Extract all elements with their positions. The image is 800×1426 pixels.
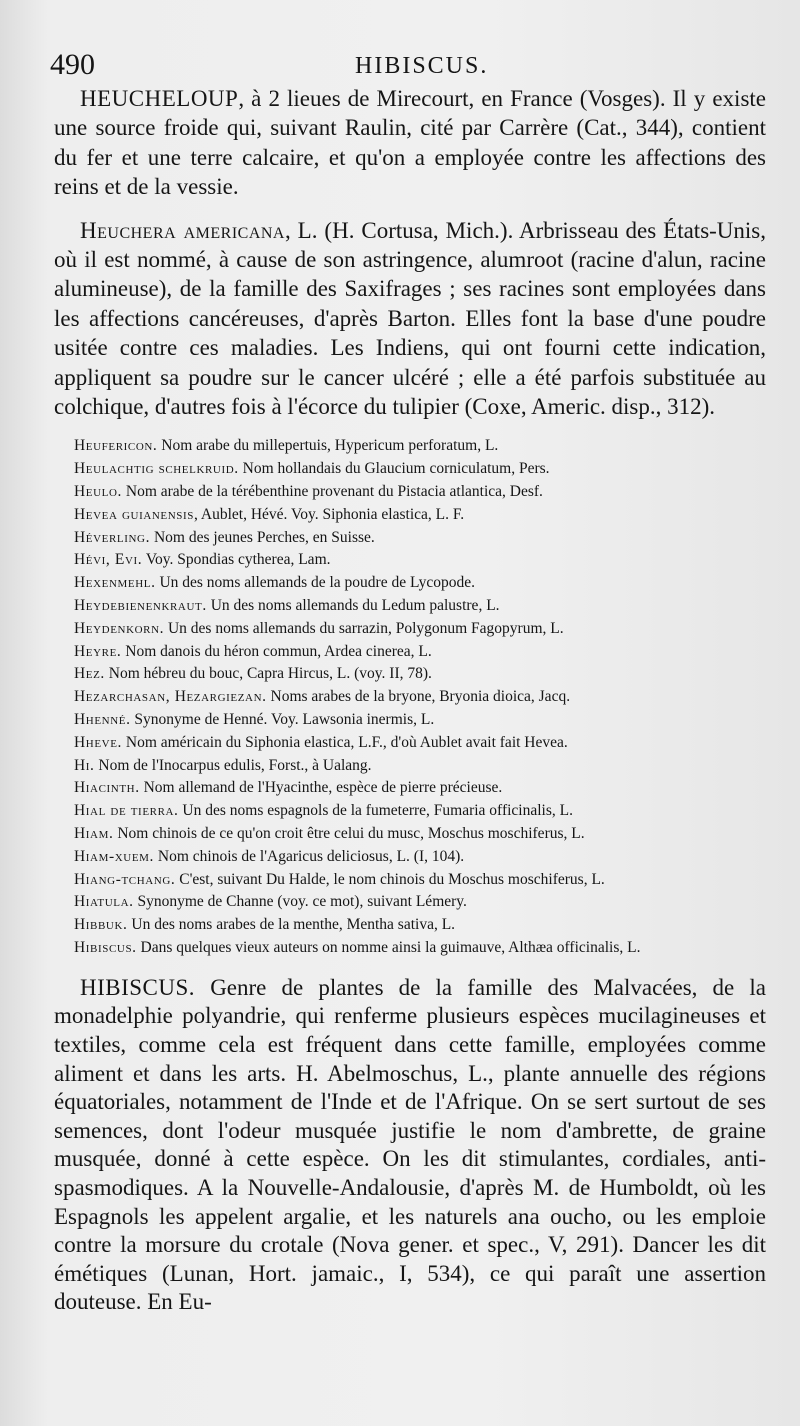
running-head: HIBISCUS. <box>355 53 489 79</box>
list-item <box>54 937 766 960</box>
entry-body: Un des noms espagnols de la fumeterre, Fumaria officinalis, L. <box>178 802 573 820</box>
list-item <box>54 641 766 664</box>
entry-headword: Hexenmehl. <box>74 574 156 592</box>
list-item <box>54 527 766 550</box>
entry-body: Nom arabe du millepertuis, Hypericum perforatum, L. <box>157 437 499 455</box>
entry-body: Un des noms allemands du sarrazin, Polygonum Fagopyrum, L. <box>164 619 564 637</box>
entry-headword: Hiacinth. <box>74 779 140 797</box>
entry-headword: Hiang-tchang. <box>74 870 176 888</box>
entry-headword: Heulo. <box>74 483 122 501</box>
list-item <box>54 549 766 572</box>
entry-headword: Hibiscus. <box>74 939 137 956</box>
entry-headword: Hevea guianensis <box>74 505 194 523</box>
entry-body: , Aublet, Hévé. Voy. Siphonia elastica, L. F. <box>194 505 465 523</box>
entry-headword: HIBISCUS. <box>80 974 196 1000</box>
entry-headword: Heulachtig schelkruid. <box>74 460 239 478</box>
entry-heuchera-americana <box>54 216 766 422</box>
entry-headword: Héverling. <box>74 528 151 546</box>
list-item <box>54 686 766 709</box>
entry-headword: Hezarchasan, Hezargiezan. <box>74 688 267 706</box>
entry-headword: Heufericon. <box>74 437 158 455</box>
list-item <box>54 823 766 846</box>
list-item <box>54 481 766 504</box>
entry-body: Un des noms allemands du Ledum palustre, L. <box>206 597 500 615</box>
entry-body: Un des noms arabes de la menthe, Mentha sativa, L. <box>127 916 456 934</box>
entry-body: Un des noms allemands de la poudre de Lycopode. <box>155 574 475 592</box>
entry-body: Nom hollandais du Glaucium corniculatum, Pers. <box>238 460 550 478</box>
entry-headword: HEUCHELOUP <box>80 86 239 111</box>
entry-headword: Heydenkorn. <box>74 619 165 637</box>
entry-body: Nom américain du Siphonia elastica, L.F., d'où Aublet avait fait Hevea. <box>122 733 568 751</box>
entry-body: Synonyme de Henné. Voy. Lawsonia inermis, L. <box>130 711 435 729</box>
small-entries-list <box>54 435 766 959</box>
list-item <box>54 755 766 778</box>
list-item <box>54 800 766 823</box>
entry-body: Genre de plantes de la famille des Malvacées, de la monadelphie polyandrie, qui renferme plusieurs espèces mucilagineuses et textiles, comme cela est fréquent dans cette famille, employées comme aliment et dans les arts. H. Abelmoschus, L., plante annuelle des régions équatoriales, notamment de l'Inde et de l'Afrique. On se sert surtout de ses semences, dont l'odeur musquée justifie le nom d'ambrette, de graine musquée, donné à cette espèce. On les dit stimulantes, cordiales, anti-spasmodiques. A la Nouvelle-Andalousie, d'après M. de Humboldt, où les Espagnols les appelent argalie, et les naturels ana oucho, ou les emploie contre la morsure du crotale (Nova gener. et spec., V, 291). Dancer les dit émétiques (Lunan, Hort. jamaic., I, 534), ce qui paraît une assertion douteuse. En Eu- <box>54 974 766 1315</box>
list-item <box>54 914 766 937</box>
list-item <box>54 595 766 618</box>
entry-body: Nom chinois de l'Agaricus deliciosus, L. (I, 104). <box>154 847 465 865</box>
page-number: 490 <box>50 48 95 81</box>
entry-body: , L. (H. Cortusa, Mich.). Arbrisseau des États-Unis, où il est nommé, à cause de son astringence, alumroot (racine d'alun, racine alumineuse), de la famille des Saxifrages ; ses racines sont employées dans les affections cancéreuses, d'après Barton. Elles font la base d'une poudre usitée contre ces maladies. Les Indiens, qui ont fourni cette indication, appliquent sa poudre sur le cancer ulcéré ; elle a été parfois substituée au colchique, d'autres fois à l'écorce du tulipier (Coxe, Americ. disp., 312). <box>54 217 767 420</box>
entry-headword: Hibbuk. <box>74 916 128 934</box>
entry-headword: Hiatula. <box>74 893 134 911</box>
entry-body: Nom danois du héron commun, Ardea cinerea, L. <box>121 642 432 660</box>
entry-headword: Hheve. <box>74 733 122 751</box>
entry-headword: Hiam. <box>74 825 114 843</box>
entry-body: Nom allemand de l'Hyacinthe, espèce de pierre précieuse. <box>139 779 503 797</box>
list-item <box>54 732 766 755</box>
entry-headword: Heyre. <box>74 642 122 660</box>
list-item <box>54 458 766 481</box>
entry-body: Dans quelques vieux auteurs on nomme ainsi la guimauve, Althæa officinalis, L. <box>136 939 641 956</box>
list-item <box>54 618 766 641</box>
entry-headword: Hhenné. <box>74 711 131 729</box>
entry-body: Nom chinois de ce qu'on croit être celui du musc, Moschus moschiferus, L. <box>113 825 585 843</box>
entry-hibiscus-genus <box>54 974 766 1317</box>
entry-headword: Hévi, Evi. <box>74 551 143 569</box>
list-item <box>54 777 766 800</box>
list-item <box>54 435 766 458</box>
entry-body: Noms arabes de la bryone, Bryonia dioica, Jacq. <box>266 688 571 706</box>
entry-headword: Hez. <box>74 665 105 683</box>
entry-body: Nom arabe de la térébenthine provenant du Pistacia atlantica, Desf. <box>122 483 543 501</box>
entry-headword: Hi. <box>74 756 95 774</box>
page-content <box>54 84 766 1317</box>
entry-body: , à 2 lieues de Mirecourt, en France (Vosges). Il y existe une source froide qui, suivant Raulin, cité par Carrère (Cat., 344), contient du fer et une terre calcaire, et qu'on a employée contre les affections des reins et de la vessie. <box>54 86 766 200</box>
entry-headword: Hial de tierra. <box>74 802 179 820</box>
list-item <box>54 572 766 595</box>
page-header <box>50 48 770 84</box>
list-item <box>54 663 766 686</box>
entry-heucheloup <box>54 84 766 202</box>
list-item <box>54 709 766 732</box>
entry-body: Nom hébreu du bouc, Capra Hircus, L. (voy. II, 78). <box>104 665 432 683</box>
entry-body: Synonyme de Channe (voy. ce mot), suivant Lémery. <box>133 893 467 911</box>
entry-body: Voy. Spondias cytherea, Lam. <box>142 551 331 569</box>
entry-body: Nom de l'Inocarpus edulis, Forst., à Ualang. <box>94 756 372 774</box>
entry-body: Nom des jeunes Perches, en Suisse. <box>150 528 375 546</box>
entry-headword: Heydebienenkraut. <box>74 597 207 615</box>
entry-headword: Heuchera americana <box>80 217 285 243</box>
list-item <box>54 891 766 914</box>
entry-headword: Hiam-xuem. <box>74 847 155 865</box>
list-item <box>54 504 766 527</box>
entry-body: C'est, suivant Du Halde, le nom chinois du Moschus moschiferus, L. <box>175 870 605 888</box>
list-item <box>54 869 766 892</box>
list-item <box>54 846 766 869</box>
